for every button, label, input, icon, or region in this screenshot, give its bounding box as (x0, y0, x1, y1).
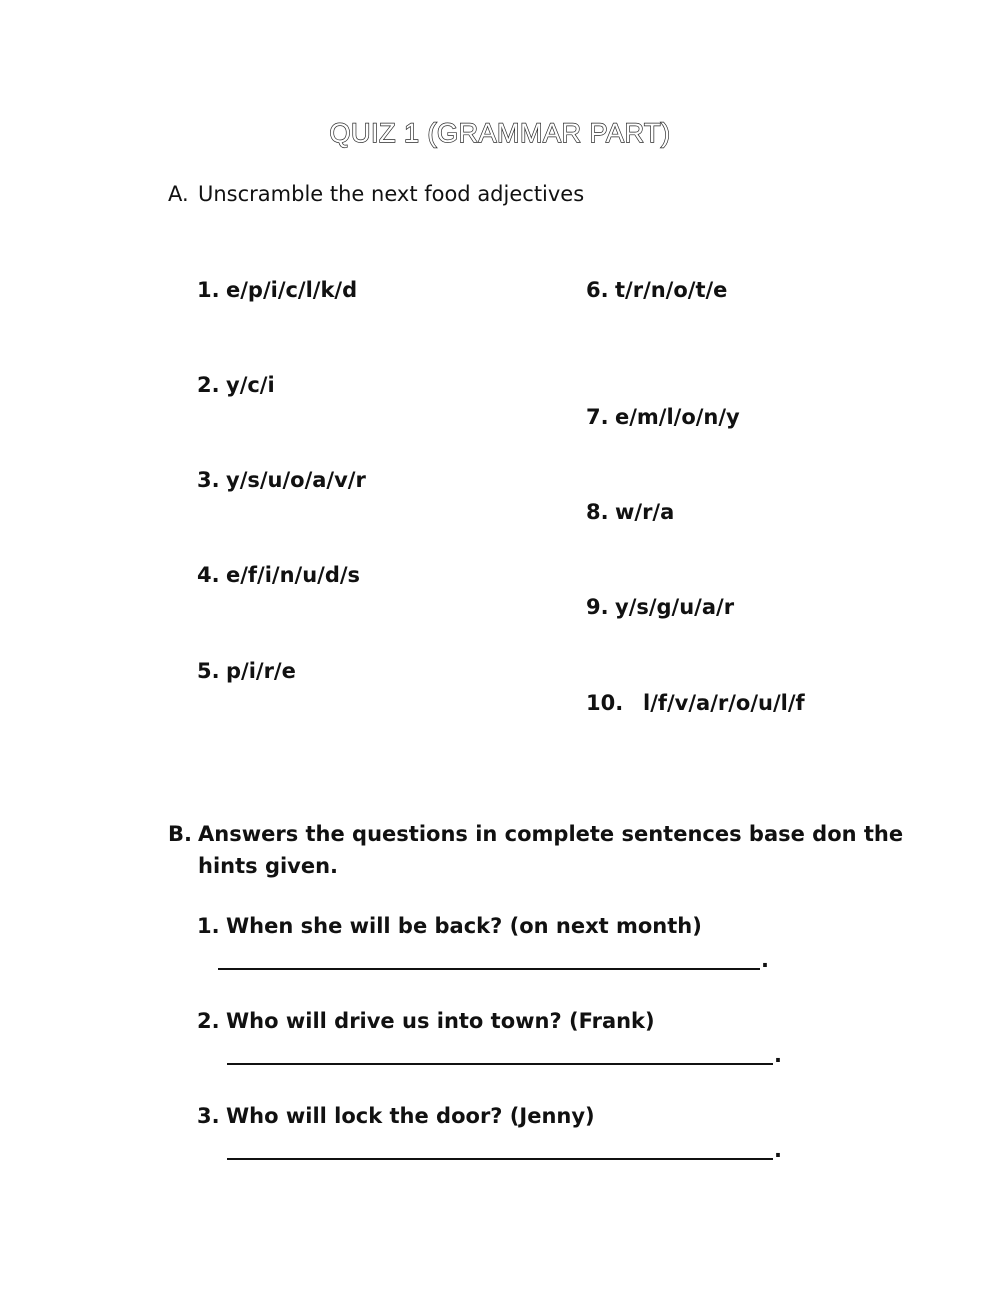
scramble-item-8 (586, 500, 674, 524)
scramble-item-2 (197, 373, 275, 397)
section-a-letter: A. (168, 182, 189, 206)
answer-line-3[interactable] (227, 1158, 773, 1160)
question-3 (197, 1104, 595, 1128)
item-number: 6. (586, 278, 609, 302)
item-number: 1. (197, 278, 220, 302)
question-number: 1. (197, 914, 220, 938)
item-text: y/s/u/o/a/v/r (226, 468, 366, 492)
question-number: 2. (197, 1009, 220, 1033)
section-a-heading (168, 182, 584, 206)
scramble-item-7 (586, 405, 740, 429)
answer-period-2: . (774, 1043, 782, 1067)
item-number: 9. (586, 595, 609, 619)
question-number: 3. (197, 1104, 220, 1128)
section-b-instruction-line2: hints given. (198, 854, 339, 878)
answer-line-1[interactable] (218, 968, 760, 970)
scramble-item-4 (197, 563, 360, 587)
item-number: 8. (586, 500, 609, 524)
scramble-item-5 (197, 659, 296, 683)
answer-period-3: . (774, 1138, 782, 1162)
item-text: e/f/i/n/u/d/s (226, 563, 361, 587)
question-2 (197, 1009, 655, 1033)
section-a-instruction: Unscramble the next food adjectives (198, 182, 585, 206)
question-text: Who will lock the door? (Jenny) (226, 1104, 595, 1128)
item-text: y/s/g/u/a/r (615, 595, 735, 619)
item-number: 2. (197, 373, 220, 397)
item-number: 4. (197, 563, 220, 587)
item-text: l/f/v/a/r/o/u/l/f (643, 691, 805, 715)
item-text: e/m/l/o/n/y (615, 405, 740, 429)
scramble-item-10 (586, 691, 805, 715)
item-number: 3. (197, 468, 220, 492)
item-text: w/r/a (615, 500, 675, 524)
item-text: y/c/i (226, 373, 275, 397)
scramble-item-9 (586, 595, 734, 619)
item-number: 7. (586, 405, 609, 429)
item-text: e/p/i/c/l/k/d (226, 278, 358, 302)
quiz-title: QUIZ 1 (GRAMMAR PART) (329, 118, 671, 148)
item-text: t/r/n/o/t/e (615, 278, 728, 302)
scramble-item-6 (586, 278, 727, 302)
section-b-heading (168, 818, 903, 882)
scramble-item-1 (197, 278, 357, 302)
answer-period-1: . (761, 948, 769, 972)
question-1 (197, 914, 702, 938)
item-number: 5. (197, 659, 220, 683)
item-number: 10. (586, 691, 624, 715)
question-text: Who will drive us into town? (Frank) (226, 1009, 655, 1033)
answer-line-2[interactable] (227, 1063, 773, 1065)
scramble-item-3 (197, 468, 366, 492)
item-text: p/i/r/e (226, 659, 296, 683)
question-text: When she will be back? (on next month) (226, 914, 702, 938)
section-b-instruction-line1: Answers the questions in complete sentences base don the (198, 822, 904, 846)
section-b-letter: B. (168, 822, 192, 846)
